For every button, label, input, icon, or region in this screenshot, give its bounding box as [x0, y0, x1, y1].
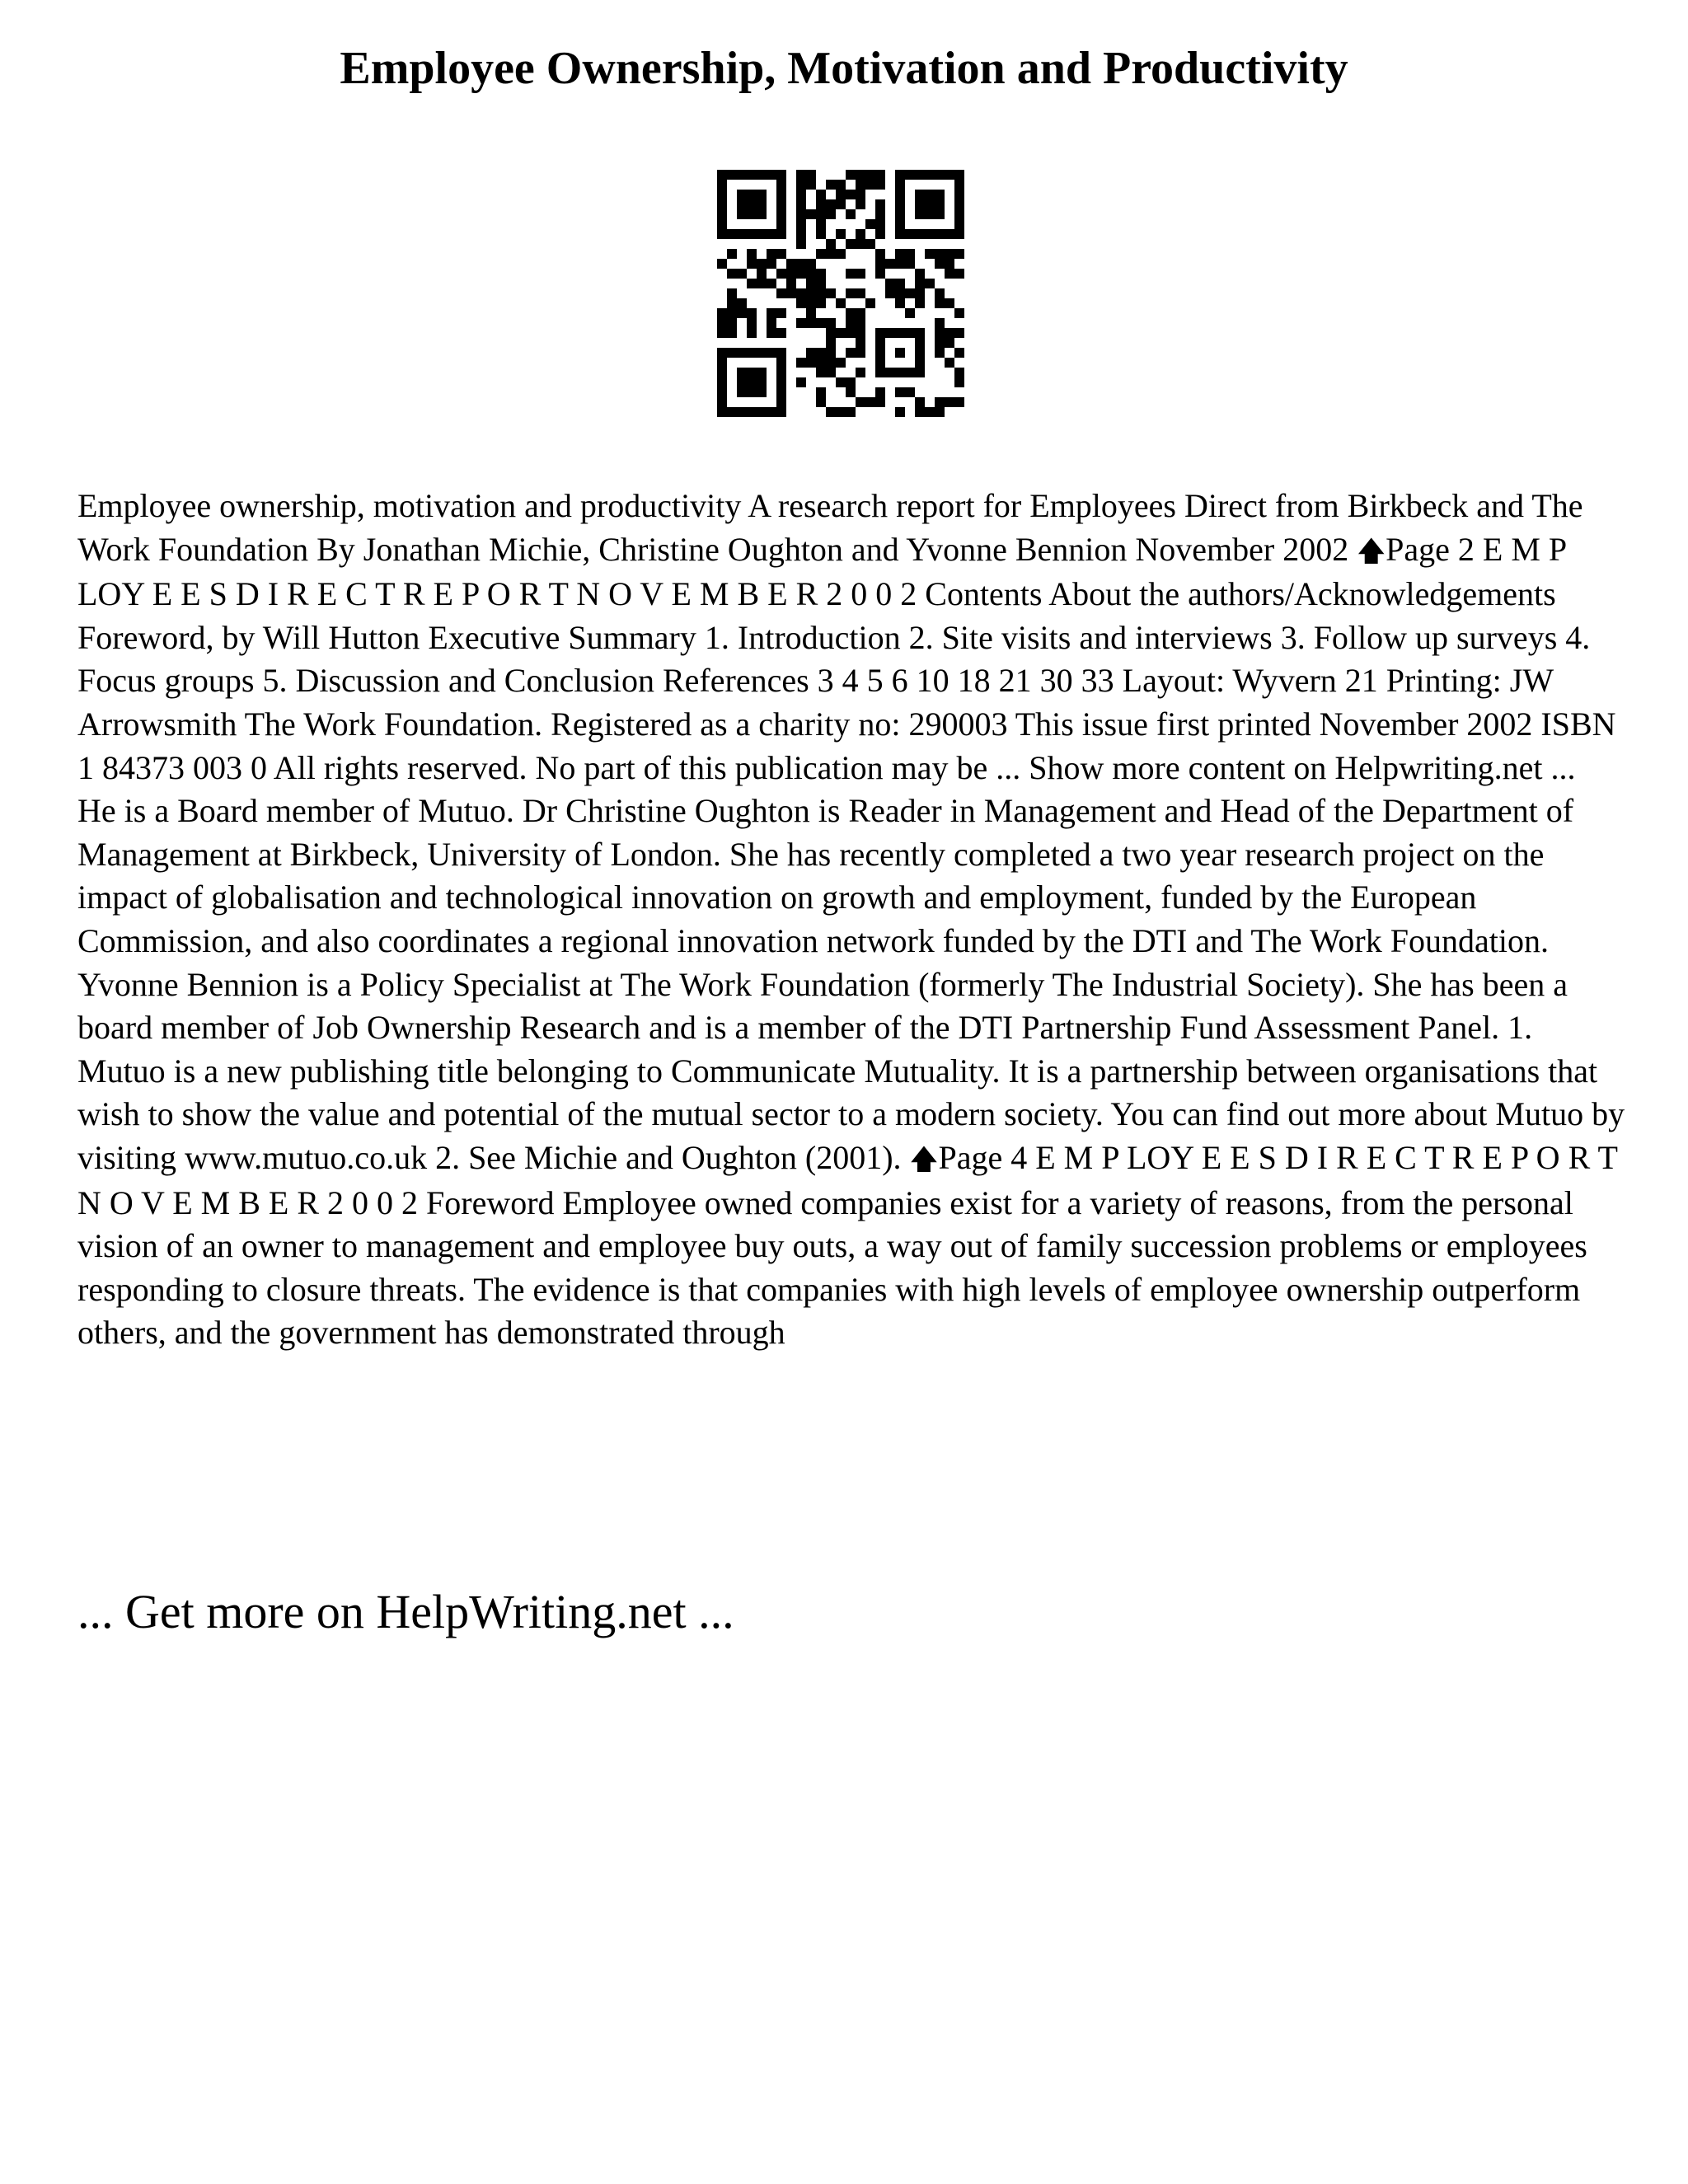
body-paragraph-2: [77, 790, 1627, 1355]
document-body: [77, 485, 1627, 1355]
body-paragraph-1-text-b: Page 2 E M P LOY E E S D I R E C T R E P O R T N O V E M B E R 2 0 0 2 Contents About the authors/Acknowledgements Foreword, by Will Hutton Executive Summary 1. Introduction 2. Site visits and interviews 3. Follow up surveys 4. Focus groups 5. Discussion and Conclusion References 3 4 5 6 10 18 21 30 33 Layout: Wyvern 21 Printing: JW Arrowsmith The Work Foundation. Registered as a charity no: 290003 This issue first printed November 2002 ISBN 1 84373 003 0 All rights reserved. No part of this publication may be ... Show more content on Helpwriting.net ...: [77, 530, 1616, 786]
qr-code-icon: [717, 170, 964, 417]
body-paragraph-1: [77, 485, 1627, 790]
body-paragraph-1-text-a: Employee ownership, motivation and productivity A research report for Employees Direct from Birkbeck and The Work Foundation By Jonathan Michie, Christine Oughton and Yvonne Bennion November 2002: [77, 487, 1583, 568]
body-paragraph-2-text-a: He is a Board member of Mutuo. Dr Christine Oughton is Reader in Management and Head of the Department of Management at Birkbeck, University of London. She has recently completed a two year research project on the impact of globalisation and technological innovation on growth and employment, funded by the European Commission, and also coordinates a regional innovation network funded by the DTI and The Work Foundation. Yvonne Bennion is a Policy Specialist at The Work Foundation (formerly The Industrial Society). She has been a board member of Job Ownership Research and is a member of the DTI Partnership Fund Assessment Panel. 1. Mutuo is a new publishing title belonging to Communicate Mutuality. It is a partnership between organisations that wish to show the value and potential of the mutual sector to a modern society. You can find out more about Mutuo by visiting www.mutuo.co.uk 2. See Michie and Oughton (2001).: [77, 792, 1625, 1176]
get-more-link[interactable]: ... Get more on HelpWriting.net ...: [77, 1585, 734, 1638]
arrow-up-icon: 🡅: [1357, 534, 1386, 568]
arrow-up-icon: 🡅: [909, 1142, 939, 1176]
body-paragraph-2-text-b: Page 4 E M P LOY E E S D I R E C T R E P O R T N O V E M B E R 2 0 0 2 Foreword Employee owned companies exist for a variety of reasons, from the personal vision of an owner to management and employee buy outs, a way out of family succession problems or employees responding to closure threats. The evidence is that companies with high levels of employee ownership outperform others, and the government has demonstrated through: [77, 1138, 1618, 1352]
document-title: Employee Ownership, Motivation and Productivity: [340, 43, 1348, 94]
